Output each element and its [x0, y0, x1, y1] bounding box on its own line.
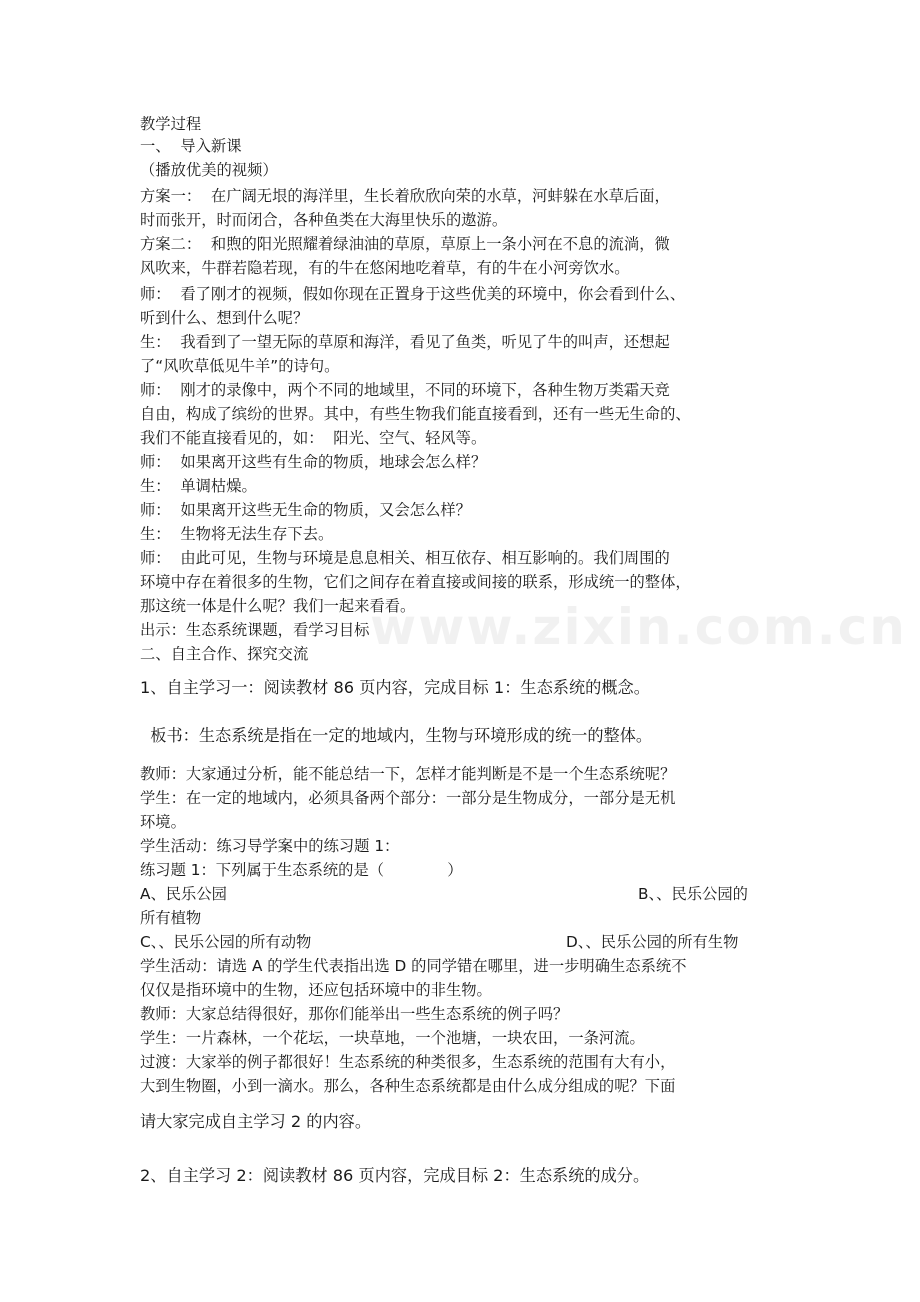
option-b: B、、民乐公园的 — [638, 885, 748, 903]
paragraph-line: 教师：大家通过分析，能不能总结一下，怎样才能判断是不是一个生态系统呢？ — [140, 765, 676, 783]
study-item: 2、自主学习 2：阅读教材 86 页内容，完成目标 2：生态系统的成分。 — [140, 1166, 650, 1185]
option-c: C、、民乐公园的所有动物 — [140, 933, 312, 951]
paragraph-line: 生： 单调枯燥。 — [140, 477, 257, 495]
paragraph-line: 仅仅是指环境中的生物，还应包括环境中的非生物。 — [140, 981, 492, 999]
paragraph-line: 生： 生物将无法生存下去。 — [140, 525, 334, 543]
paragraph-line: 时而张开，时而闭合，各种鱼类在大海里快乐的遨游。 — [140, 211, 508, 229]
paragraph-line: 方案二： 和煦的阳光照耀着绿油油的草原，草原上一条小河在不息的流淌，微 — [140, 235, 670, 253]
paragraph-line: 学生：一片森林，一个花坛，一块草地，一个池塘，一块农田，一条河流。 — [140, 1029, 645, 1047]
paragraph-line: 师： 如果离开这些有生命的物质，地球会怎么样？ — [140, 453, 487, 471]
board-note: 板书：生态系统是指在一定的地域内，生物与环境形成的统一的整体。 — [140, 726, 653, 745]
paragraph-line: 师： 如果离开这些无生命的物质，又会怎么样？ — [140, 501, 471, 519]
paragraph-line: 学生活动：练习导学案中的练习题 1： — [140, 837, 400, 855]
exercise-question: 练习题 1：下列属于生态系统的是（ ） — [140, 861, 463, 879]
paragraph-line: 听到什么、想到什么呢？ — [140, 309, 309, 327]
paragraph-line: 自由，构成了缤纷的世界。其中，有些生物我们能直接看到，还有一些无生命的、 — [140, 405, 691, 423]
paragraph-line: 师： 看了刚才的视频，假如你现在正置身于这些优美的环境中，你会看到什么、 — [140, 285, 686, 303]
paragraph-line: 环境。 — [140, 813, 186, 831]
paragraph-line: 学生：在一定的地域内，必须具备两个部分：一部分是生物成分，一部分是无机 — [140, 789, 676, 807]
paragraph-line: 那这统一体是什么呢？我们一起来看看。 — [140, 597, 416, 615]
paragraph-line: 我们不能直接看见的，如： 阳光、空气、轻风等。 — [140, 429, 487, 447]
paragraph-line: 环境中存在着很多的生物，它们之间存在着直接或间接的联系，形成统一的整体， — [140, 573, 691, 591]
paragraph-line: 大到生物圈，小到一滴水。那么，各种生态系统都是由什么成分组成的呢？下面 — [140, 1077, 676, 1095]
paragraph-line: 了“风吹草低见牛羊”的诗句。 — [140, 357, 340, 375]
heading: 教学过程 — [140, 115, 202, 133]
paragraph-line: （播放优美的视频） — [140, 161, 278, 179]
section-title: 二、自主合作、探究交流 — [140, 645, 309, 663]
paragraph-line: 风吹来，牛群若隐若现，有的牛在悠闲地吃着草，有的牛在小河旁饮水。 — [140, 259, 630, 277]
paragraph-line: 出示：生态系统课题，看学习目标 — [140, 621, 370, 639]
paragraph-line: 师： 由此可见，生物与环境是息息相关、相互依存、相互影响的。我们周围的 — [140, 549, 670, 567]
section-title: 一、 导入新课 — [140, 137, 242, 155]
paragraph-line: 教师：大家总结得很好，那你们能举出一些生态系统的例子吗？ — [140, 1005, 569, 1023]
paragraph-line: 生： 我看到了一望无际的草原和海洋，看见了鱼类，听见了牛的叫声，还想起 — [140, 333, 670, 351]
paragraph-line: 方案一： 在广阔无垠的海洋里，生长着欣欣向荣的水草，河蚌躲在水草后面， — [140, 187, 670, 205]
option-a: A、民乐公园 — [140, 885, 227, 903]
option-d: D、、民乐公园的所有生物 — [566, 933, 739, 951]
paragraph-line: 请大家完成自主学习 2 的内容。 — [140, 1112, 372, 1131]
paragraph-line: 过渡：大家举的例子都很好！生态系统的种类很多，生态系统的范围有大有小， — [140, 1053, 676, 1071]
study-item: 1、自主学习一：阅读教材 86 页内容，完成目标 1：生态系统的概念。 — [140, 678, 650, 697]
paragraph-line: 师： 刚才的录像中，两个不同的地域里，不同的环境下，各种生物万类霜天竞 — [140, 381, 670, 399]
paragraph-line: 学生活动：请选 A 的学生代表指出选 D 的同学错在哪里，进一步明确生态系统不 — [140, 957, 687, 975]
option-b-continuation: 所有植物 — [140, 909, 202, 927]
watermark: www.zixin.com.cn — [370, 598, 907, 656]
